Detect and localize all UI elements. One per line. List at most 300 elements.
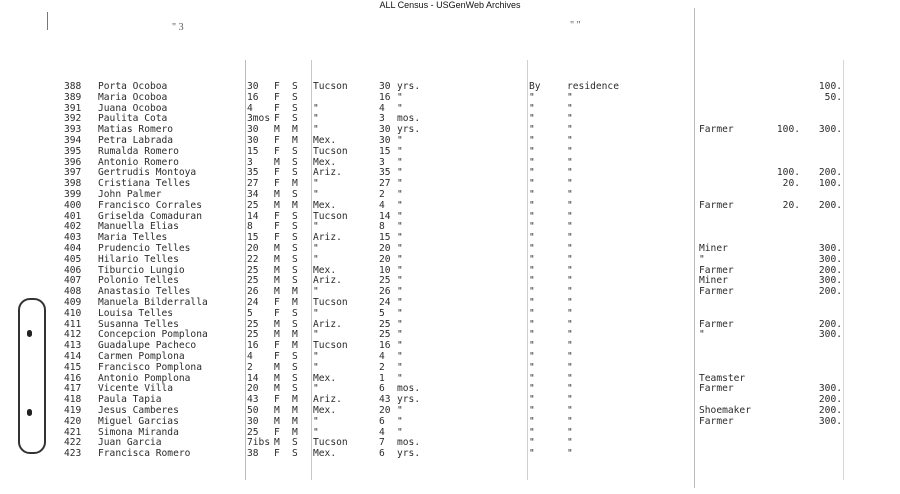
cell-sex: F (274, 307, 280, 319)
cell-residence-years: 2 (379, 188, 385, 200)
cell-ditto2: " (567, 318, 573, 330)
cell-ditto1: " (529, 383, 535, 395)
cell-line: 410 (64, 307, 82, 319)
census-row (0, 201, 900, 212)
cell-residence-unit: " (397, 275, 403, 287)
cell-age: 20 (247, 242, 259, 254)
cell-occupation: Shoemaker (699, 404, 751, 416)
cell-birthplace: " (313, 221, 319, 233)
cell-line: 396 (64, 156, 82, 168)
cell-ditto1: " (529, 361, 535, 373)
cell-residence-years: 6 (379, 448, 385, 460)
cell-marital: M (292, 124, 298, 136)
cell-line: 415 (64, 361, 82, 373)
cell-name: Hilario Telles (98, 253, 179, 265)
cell-line: 392 (64, 113, 82, 125)
cell-sex: F (274, 210, 280, 222)
cell-name: Paula Tapia (98, 394, 162, 406)
cell-marital: S (292, 156, 298, 168)
cell-age: 25 (247, 199, 259, 211)
cell-residence-unit: " (397, 188, 403, 200)
cell-ditto1: " (529, 199, 535, 211)
cell-ditto1: " (529, 124, 535, 136)
cell-sex: M (274, 253, 280, 265)
cell-name: Petra Labrada (98, 134, 174, 146)
cell-name: Manuela Bilderralla (98, 296, 208, 308)
census-row (0, 93, 900, 104)
cell-ditto1: " (529, 167, 535, 179)
cell-name: Concepcion Pomplona (98, 329, 208, 341)
cell-occupation: Farmer (699, 199, 734, 211)
cell-ditto1: " (529, 145, 535, 157)
cell-age: 4 (247, 350, 253, 362)
cell-birthplace: " (313, 350, 319, 362)
cell-name: Juana Ocoboa (98, 102, 168, 114)
cell-ditto1: " (529, 210, 535, 222)
cell-residence-unit: " (397, 167, 403, 179)
cell-birthplace: Tucson (313, 81, 348, 92)
cell-birthplace: Mex. (313, 199, 337, 211)
cell-residence-unit: " (397, 372, 403, 384)
cell-marital: M (292, 134, 298, 146)
cell-residence-years: 2 (379, 361, 385, 373)
cell-residence-years: 6 (379, 383, 385, 395)
cell-ditto2: " (567, 340, 573, 352)
cell-ditto1: " (529, 178, 535, 190)
census-row (0, 255, 900, 266)
cell-occupation: Farmer (699, 415, 734, 427)
cell-sex: F (274, 426, 280, 438)
cell-ditto2: " (567, 210, 573, 222)
cell-name: Guadalupe Pacheco (98, 340, 197, 352)
cell-sex: M (274, 156, 280, 168)
cell-age: 2 (247, 361, 253, 373)
cell-occupation: Farmer (699, 286, 734, 298)
cell-marital: S (292, 383, 298, 395)
cell-line: 420 (64, 415, 82, 427)
cell-ditto1: " (529, 156, 535, 168)
cell-marital: S (292, 210, 298, 222)
cell-residence-years: 16 (379, 340, 391, 352)
cell-age: 30 (247, 134, 259, 146)
cell-sex: M (274, 437, 280, 449)
cell-line: 403 (64, 232, 82, 244)
cell-line: 397 (64, 167, 82, 179)
cell-personal-estate: 200. (818, 167, 842, 179)
cell-age: 26 (247, 286, 259, 298)
cell-marital: M (292, 415, 298, 427)
cell-residence-years: 8 (379, 221, 385, 233)
cell-residence-years: 24 (379, 296, 391, 308)
cell-marital: S (292, 318, 298, 330)
cell-ditto1: " (529, 286, 535, 298)
cell-birthplace: Mex. (313, 156, 337, 168)
cell-name: Gertrudis Montoya (98, 167, 197, 179)
cell-birthplace: Tucson (313, 340, 348, 352)
cell-line: 394 (64, 134, 82, 146)
cell-marital: M (292, 178, 298, 190)
cell-name: Francisco Corrales (98, 199, 202, 211)
cell-line: 409 (64, 296, 82, 308)
cell-residence-unit: " (397, 145, 403, 157)
cell-name: Anastasio Telles (98, 286, 191, 298)
cell-sex: M (274, 318, 280, 330)
cell-age: 34 (247, 188, 259, 200)
cell-marital: S (292, 448, 298, 460)
cell-sex: F (274, 113, 280, 125)
cell-name: Jesus Camberes (98, 404, 179, 416)
cell-marital: S (292, 91, 298, 103)
cell-birthplace: " (313, 329, 319, 341)
cell-birthplace: " (313, 124, 319, 136)
cell-name: Griselda Comaduran (98, 210, 202, 222)
cell-residence-years: 25 (379, 329, 391, 341)
cell-personal-estate: 300. (818, 275, 842, 287)
cell-ditto1: " (529, 91, 535, 103)
cell-ditto2: " (567, 329, 573, 341)
cell-residence-unit: " (397, 102, 403, 114)
cell-line: 405 (64, 253, 82, 265)
cell-ditto2: " (567, 221, 573, 233)
cell-line: 407 (64, 275, 82, 287)
cell-occupation: Farmer (699, 383, 734, 395)
cell-name: Maria Telles (98, 232, 168, 244)
cell-birthplace: Mex. (313, 264, 337, 276)
cell-marital: S (292, 188, 298, 200)
cell-birthplace: Ariz. (313, 275, 342, 287)
cell-ditto1: " (529, 221, 535, 233)
census-row (0, 309, 900, 320)
cell-occupation: Farmer (699, 318, 734, 330)
cell-ditto1: " (529, 318, 535, 330)
cell-personal-estate: 300. (818, 329, 842, 341)
cell-birthplace: Ariz. (313, 232, 342, 244)
cell-ditto2: " (567, 415, 573, 427)
census-row (0, 449, 900, 460)
cell-age: 5 (247, 307, 253, 319)
cell-ditto2: " (567, 253, 573, 265)
cell-ditto1: " (529, 448, 535, 460)
cell-marital: S (292, 113, 298, 125)
cell-ditto2: " (567, 264, 573, 276)
cell-marital: M (292, 404, 298, 416)
cell-real-estate: 20. (782, 178, 800, 190)
cell-birthplace: Tucson (313, 210, 348, 222)
cell-age: 25 (247, 426, 259, 438)
cell-residence-unit: " (397, 426, 403, 438)
cell-ditto2: " (567, 242, 573, 254)
cell-birthplace: " (313, 102, 319, 114)
cell-age: 30 (247, 124, 259, 136)
cell-marital: M (292, 426, 298, 438)
cell-residence-years: 1 (379, 372, 385, 384)
cell-ditto1: " (529, 296, 535, 308)
cell-age: 27 (247, 178, 259, 190)
cell-residence-years: 6 (379, 415, 385, 427)
cell-ditto2: " (567, 91, 573, 103)
cell-name: Prudencio Telles (98, 242, 191, 254)
cell-residence-years: 35 (379, 167, 391, 179)
cell-ditto2: " (567, 102, 573, 114)
cell-birthplace: Tucson (313, 145, 348, 157)
cell-residence-years: 27 (379, 178, 391, 190)
cell-residence-years: 26 (379, 286, 391, 298)
cell-age: 15 (247, 232, 259, 244)
cell-sex: M (274, 383, 280, 395)
cell-age: 3 (247, 156, 253, 168)
cell-real-estate: 100. (776, 167, 800, 179)
cell-line: 423 (64, 448, 82, 460)
cell-line: 398 (64, 178, 82, 190)
cell-ditto2: " (567, 275, 573, 287)
cell-marital: S (292, 232, 298, 244)
cell-marital: M (292, 286, 298, 298)
cell-birthplace: " (313, 286, 319, 298)
cell-name: Tiburcio Lungio (98, 264, 185, 276)
margin-rule-top (47, 12, 48, 30)
cell-line: 418 (64, 394, 82, 406)
cell-sex: F (274, 232, 280, 244)
cell-age: 15 (247, 145, 259, 157)
cell-occupation: Miner (699, 275, 728, 287)
census-row (0, 147, 900, 158)
cell-age: 25 (247, 275, 259, 287)
cell-sex: F (274, 102, 280, 114)
cell-name: Polonio Telles (98, 275, 179, 287)
cell-name: Paulita Cota (98, 113, 168, 125)
cell-birthplace: " (313, 113, 319, 125)
cell-ditto2: " (567, 178, 573, 190)
cell-real-estate: 100. (776, 124, 800, 136)
cell-marital: M (292, 199, 298, 211)
cell-ditto2: " (567, 350, 573, 362)
cell-occupation: Miner (699, 242, 728, 254)
cell-residence-unit: " (397, 91, 403, 103)
cell-residence-unit: yrs. (397, 81, 421, 92)
cell-age: 7ibs (247, 437, 271, 449)
cell-marital: S (292, 253, 298, 265)
cell-name: Matias Romero (98, 124, 174, 136)
cell-residence-years: 30 (379, 124, 391, 136)
cell-line: 402 (64, 221, 82, 233)
cell-line: 393 (64, 124, 82, 136)
cell-age: 14 (247, 372, 259, 384)
cell-occupation: " (699, 329, 705, 341)
cell-residence-years: 10 (379, 264, 391, 276)
cell-ditto2: residence (567, 81, 619, 92)
cell-line: 417 (64, 383, 82, 395)
cell-name: Francisca Romero (98, 448, 191, 460)
cell-age: 22 (247, 253, 259, 265)
cell-ditto2: " (567, 199, 573, 211)
cell-residence-unit: " (397, 199, 403, 211)
cell-residence-years: 7 (379, 437, 385, 449)
cell-ditto1: " (529, 232, 535, 244)
cell-residence-unit: " (397, 307, 403, 319)
cell-ditto1: " (529, 426, 535, 438)
cell-residence-unit: mos. (397, 383, 421, 395)
cell-line: 411 (64, 318, 82, 330)
cell-ditto2: " (567, 156, 573, 168)
cell-residence-unit: yrs. (397, 124, 421, 136)
cell-ditto2: " (567, 188, 573, 200)
cell-age: 25 (247, 264, 259, 276)
cell-name: Juan Garcia (98, 437, 162, 449)
cell-residence-unit: " (397, 296, 403, 308)
cell-sex: M (274, 404, 280, 416)
cell-residence-unit: " (397, 318, 403, 330)
cell-personal-estate: 200. (818, 199, 842, 211)
cell-residence-unit: " (397, 253, 403, 265)
cell-personal-estate: 300. (818, 415, 842, 427)
cell-marital: S (292, 307, 298, 319)
cell-ditto2: " (567, 124, 573, 136)
cell-marital: S (292, 437, 298, 449)
census-row (0, 417, 900, 428)
cell-personal-estate: 50. (824, 91, 842, 103)
cell-residence-unit: " (397, 232, 403, 244)
cell-marital: S (292, 242, 298, 254)
cell-sex: F (274, 296, 280, 308)
cell-birthplace: Ariz. (313, 318, 342, 330)
cell-name: Rumalda Romero (98, 145, 179, 157)
cell-sex: M (274, 124, 280, 136)
cell-sex: F (274, 350, 280, 362)
cell-birthplace: " (313, 242, 319, 254)
cell-residence-years: 14 (379, 210, 391, 222)
cell-residence-unit: " (397, 329, 403, 341)
cell-ditto1: " (529, 350, 535, 362)
cell-ditto1: " (529, 188, 535, 200)
cell-age: 14 (247, 210, 259, 222)
cell-birthplace: " (313, 253, 319, 265)
cell-sex: F (274, 221, 280, 233)
cell-residence-unit: " (397, 178, 403, 190)
cell-marital: S (292, 145, 298, 157)
cell-marital: S (292, 361, 298, 373)
cell-ditto1: " (529, 307, 535, 319)
census-row (0, 363, 900, 374)
cell-name: Porta Ocoboa (98, 81, 168, 92)
cell-ditto1: " (529, 404, 535, 416)
cell-line: 399 (64, 188, 82, 200)
cell-line: 388 (64, 81, 82, 92)
cell-line: 401 (64, 210, 82, 222)
cell-birthplace: " (313, 307, 319, 319)
cell-birthplace: " (313, 415, 319, 427)
cell-marital: S (292, 264, 298, 276)
cell-ditto1: " (529, 253, 535, 265)
cell-sex: F (274, 340, 280, 352)
cell-age: 16 (247, 91, 259, 103)
cell-personal-estate: 300. (818, 253, 842, 265)
cell-sex: F (274, 91, 280, 103)
cell-residence-unit: mos. (397, 437, 421, 449)
cell-ditto2: " (567, 426, 573, 438)
cell-birthplace: " (313, 361, 319, 373)
cell-residence-unit: mos. (397, 113, 421, 125)
cell-marital: S (292, 102, 298, 114)
cell-age: 4 (247, 102, 253, 114)
cell-name: Manuella Elias (98, 221, 179, 233)
cell-age: 25 (247, 318, 259, 330)
cell-ditto1: " (529, 242, 535, 254)
cell-ditto2: " (567, 296, 573, 308)
cell-personal-estate: 200. (818, 404, 842, 416)
cell-name: Cristiana Telles (98, 178, 191, 190)
cell-sex: F (274, 81, 280, 92)
cell-residence-years: 4 (379, 199, 385, 211)
cell-residence-years: 4 (379, 102, 385, 114)
cell-marital: M (292, 340, 298, 352)
cell-sex: F (274, 178, 280, 190)
cell-birthplace: Mex. (313, 448, 337, 460)
cell-residence-unit: " (397, 210, 403, 222)
cell-ditto2: " (567, 383, 573, 395)
cell-residence-unit: yrs. (397, 394, 421, 406)
cell-residence-years: 20 (379, 253, 391, 265)
cell-line: 400 (64, 199, 82, 211)
cell-birthplace: Mex. (313, 372, 337, 384)
cell-line: 419 (64, 404, 82, 416)
cell-line: 422 (64, 437, 82, 449)
cell-sex: M (274, 264, 280, 276)
cell-personal-estate: 200. (818, 286, 842, 298)
cell-age: 43 (247, 394, 259, 406)
cell-ditto2: " (567, 145, 573, 157)
cell-ditto2: " (567, 307, 573, 319)
cell-residence-unit: yrs. (397, 448, 421, 460)
cell-age: 30 (247, 415, 259, 427)
cell-residence-years: 43 (379, 394, 391, 406)
cell-residence-years: 30 (379, 81, 391, 92)
cell-residence-unit: " (397, 415, 403, 427)
cell-residence-unit: " (397, 404, 403, 416)
cell-marital: S (292, 372, 298, 384)
cell-ditto1: " (529, 134, 535, 146)
cell-ditto2: " (567, 448, 573, 460)
cell-occupation: " (699, 253, 705, 265)
cell-sex: M (274, 415, 280, 427)
cell-line: 389 (64, 91, 82, 103)
cell-personal-estate: 300. (818, 242, 842, 254)
cell-ditto1: " (529, 394, 535, 406)
cell-name: Carmen Pomplona (98, 350, 185, 362)
cell-ditto2: " (567, 361, 573, 373)
cell-residence-years: 25 (379, 318, 391, 330)
cell-age: 16 (247, 340, 259, 352)
cell-age: 30 (247, 81, 259, 92)
cell-residence-unit: " (397, 242, 403, 254)
cell-personal-estate: 300. (818, 124, 842, 136)
cell-ditto2: " (567, 113, 573, 125)
cell-residence-years: 20 (379, 404, 391, 416)
cell-residence-years: 15 (379, 232, 391, 244)
cell-name: Antonio Romero (98, 156, 179, 168)
cell-marital: S (292, 275, 298, 287)
cell-residence-unit: " (397, 350, 403, 362)
cell-ditto2: " (567, 134, 573, 146)
cell-ditto2: " (567, 437, 573, 449)
cell-ditto2: " (567, 404, 573, 416)
cell-sex: M (274, 286, 280, 298)
cell-birthplace: " (313, 426, 319, 438)
cell-sex: M (274, 275, 280, 287)
cell-residence-unit: " (397, 340, 403, 352)
cell-personal-estate: 100. (818, 178, 842, 190)
cell-age: 35 (247, 167, 259, 179)
cell-birthplace: " (313, 178, 319, 190)
